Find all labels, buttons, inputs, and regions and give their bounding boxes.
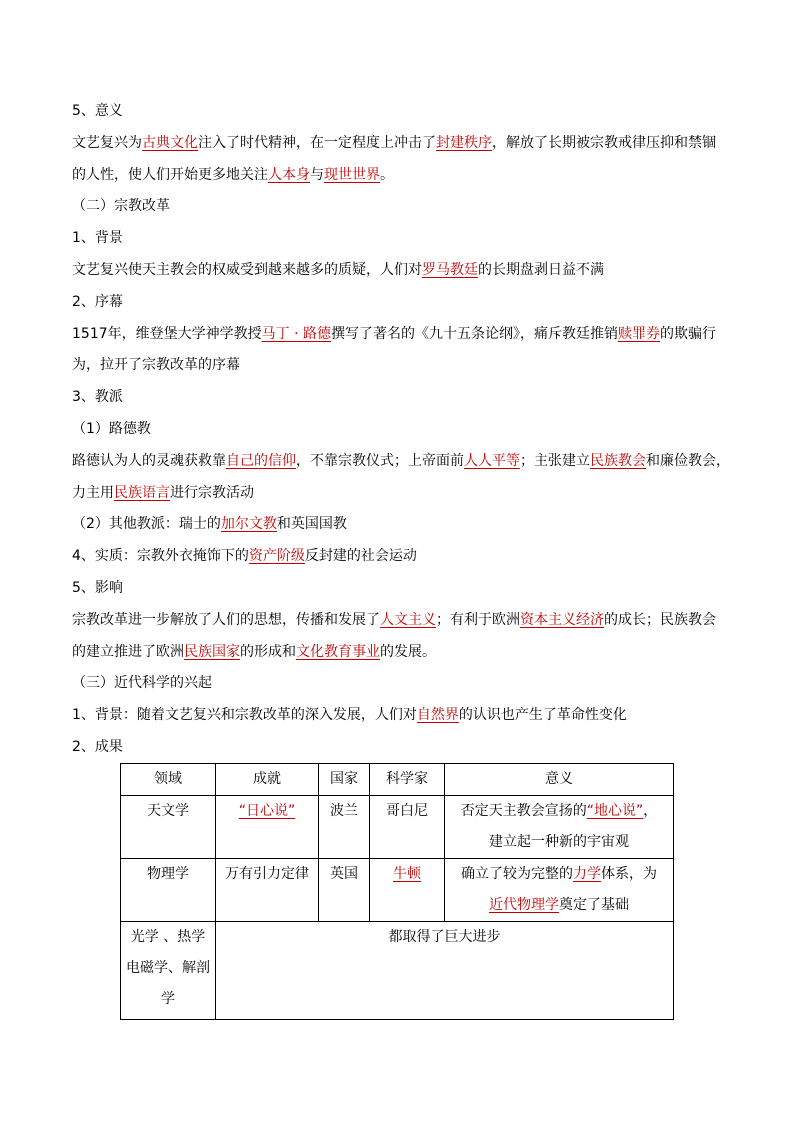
text-segment: ；有利于欧洲 — [436, 611, 520, 628]
text-line — [72, 414, 732, 446]
highlighted-term: 力学 — [573, 866, 601, 882]
text-line — [72, 732, 732, 764]
text-segment: 的发展。 — [380, 643, 436, 660]
table-header-cell: 领域 — [121, 764, 216, 796]
text-segment: 5、影响 — [72, 579, 123, 596]
text-line — [72, 382, 732, 414]
text-line — [72, 605, 732, 637]
text-line — [72, 319, 732, 351]
text-segment: （2）其他教派：瑞士的 — [72, 516, 221, 533]
text-segment: 1、背景 — [72, 230, 123, 247]
text-line — [72, 446, 732, 478]
text-segment: 反封建的社会运动 — [304, 548, 417, 565]
highlighted-term: 牛顿 — [393, 866, 421, 882]
text-line — [72, 160, 732, 192]
text-segment: ，解放了长期被宗教戒律压抑和禁锢 — [492, 134, 716, 151]
text-segment: （三）近代科学的兴起 — [72, 675, 212, 692]
text-segment: 注入了时代精神，在一定程度上冲击了 — [198, 134, 436, 151]
text-segment: 天文学 — [147, 803, 189, 819]
document-body — [72, 96, 732, 764]
highlighted-term: 罗马教廷 — [422, 261, 478, 278]
text-segment: 物理学 — [147, 866, 189, 882]
field-label: 光学 、热学 电磁学、解剖 学 — [126, 929, 210, 1007]
highlighted-term: 人文主义 — [380, 611, 436, 628]
table-cell — [370, 796, 445, 859]
text-segment: 的形成和 — [240, 643, 296, 660]
highlighted-term: 自己的信仰 — [226, 452, 296, 469]
text-line — [72, 541, 732, 573]
table-cell — [216, 859, 319, 922]
highlighted-term: 民族教会 — [590, 452, 646, 469]
table-row — [121, 859, 674, 922]
text-segment: 的人性，使人们开始更多地关注 — [72, 166, 268, 183]
highlighted-term: 封建秩序 — [436, 134, 492, 151]
text-segment: 1517年，维登堡大学神学教授 — [72, 325, 262, 342]
table-cell — [319, 796, 370, 859]
text-segment: 和英国国教 — [276, 516, 347, 533]
table-cell — [121, 796, 216, 859]
text-line — [72, 255, 732, 287]
text-line — [72, 191, 732, 223]
text-segment: 确立了较为完整的 — [461, 866, 573, 882]
text-line — [72, 700, 732, 732]
text-segment: 路德认为人的灵魂获救靠 — [72, 452, 226, 469]
text-segment: ，不靠宗教仪式；上帝面前 — [296, 452, 464, 469]
text-segment: 的成长；民族教会 — [604, 611, 716, 628]
text-segment: 英国 — [330, 866, 358, 882]
text-line — [72, 223, 732, 255]
highlighted-term: 近代物理学 — [489, 897, 559, 913]
significance-cell — [445, 859, 674, 922]
table-cell — [319, 859, 370, 922]
text-segment: 文艺复兴使天主教会的权威受到越来越多的质疑，人们对 — [72, 261, 422, 278]
table-header-cell: 成就 — [216, 764, 319, 796]
field-cell — [121, 922, 216, 1020]
text-segment: （1）路德教 — [72, 420, 151, 437]
text-segment: ， 建立起一种新的宇宙观 — [489, 803, 658, 850]
table-header-cell: 意义 — [445, 764, 674, 796]
text-segment: 文艺复兴为 — [72, 134, 142, 151]
text-segment: 的欺骗行 — [660, 325, 716, 342]
text-segment: 否定天主教会宣扬的 — [460, 803, 587, 819]
text-segment: 5、意义 — [72, 103, 123, 119]
text-line — [72, 573, 732, 605]
text-segment: 2、序幕 — [72, 293, 123, 310]
table-header-row — [121, 764, 674, 796]
text-line — [72, 637, 732, 669]
text-segment: 进行宗教活动 — [170, 484, 254, 501]
text-segment: 3、教派 — [72, 389, 123, 406]
table-cell — [216, 796, 319, 859]
text-segment: 宗教改革进一步解放了人们的思想，传播和发展了 — [72, 611, 380, 628]
text-segment: 万有引力定律 — [225, 866, 309, 882]
text-segment: 1、背景：随着文艺复兴和宗教改革的深入发展，人们对 — [72, 707, 417, 724]
text-segment: 的长期盘剥日益不满 — [478, 261, 604, 278]
text-segment: 2、成果 — [72, 738, 123, 755]
text-line — [72, 668, 732, 700]
significance-cell — [445, 796, 674, 859]
text-segment: 体系，为 — [601, 866, 657, 882]
highlighted-term: 民族语言 — [114, 484, 170, 501]
highlighted-term: 民族国家 — [184, 643, 240, 660]
text-segment: 力主用 — [72, 484, 114, 501]
text-segment: 和廉俭教会， — [646, 452, 730, 469]
text-segment: 为，拉开了宗教改革的序幕 — [72, 357, 240, 374]
text-line — [72, 287, 732, 319]
summary-text: 都取得了巨大进步 — [388, 929, 501, 945]
highlighted-term: 赎罪券 — [618, 325, 660, 342]
highlighted-term: 人本身 — [268, 166, 310, 183]
text-segment: （二）宗教改革 — [72, 198, 170, 215]
table-header-cell: 国家 — [319, 764, 370, 796]
summary-cell — [216, 922, 674, 1020]
science-achievements-table — [120, 763, 674, 1020]
highlighted-term: 文化教育事业 — [296, 643, 380, 660]
text-segment: 波兰 — [330, 803, 358, 819]
text-segment: 哥白尼 — [386, 803, 428, 819]
highlighted-term: 自然界 — [416, 707, 459, 724]
highlighted-term: 古典文化 — [142, 134, 198, 151]
text-segment: 撰写了著名的《九十五条论纲》，痛斥教廷推销 — [331, 325, 618, 342]
table-header-cell: 科学家 — [370, 764, 445, 796]
text-line — [72, 478, 732, 510]
highlighted-term: 人人平等 — [464, 452, 520, 469]
table-cell — [121, 859, 216, 922]
text-segment: 的建立推进了欧洲 — [72, 643, 184, 660]
highlighted-term: “地心说” — [586, 803, 644, 819]
highlighted-term: 马丁 · 路德 — [261, 325, 331, 342]
text-segment: 奠定了基础 — [559, 897, 629, 913]
highlighted-term: 加尔文教 — [220, 516, 277, 533]
text-line — [72, 509, 732, 541]
text-line — [72, 96, 732, 128]
text-segment: 。 — [380, 166, 394, 183]
text-segment: ；主张建立 — [520, 452, 590, 469]
highlighted-term: 现世世界 — [324, 166, 380, 183]
text-segment: 的认识也产生了革命性变化 — [458, 707, 627, 724]
highlighted-term: “日心说” — [238, 803, 296, 819]
table-row — [121, 796, 674, 859]
highlighted-term: 资本主义经济 — [520, 611, 604, 628]
text-segment: 与 — [310, 166, 324, 183]
highlighted-term: 资产阶级 — [248, 548, 305, 565]
table-row — [121, 922, 674, 1020]
text-segment: 4、实质：宗教外衣掩饰下的 — [72, 548, 249, 565]
table-cell — [370, 859, 445, 922]
text-line — [72, 128, 732, 160]
text-line — [72, 350, 732, 382]
